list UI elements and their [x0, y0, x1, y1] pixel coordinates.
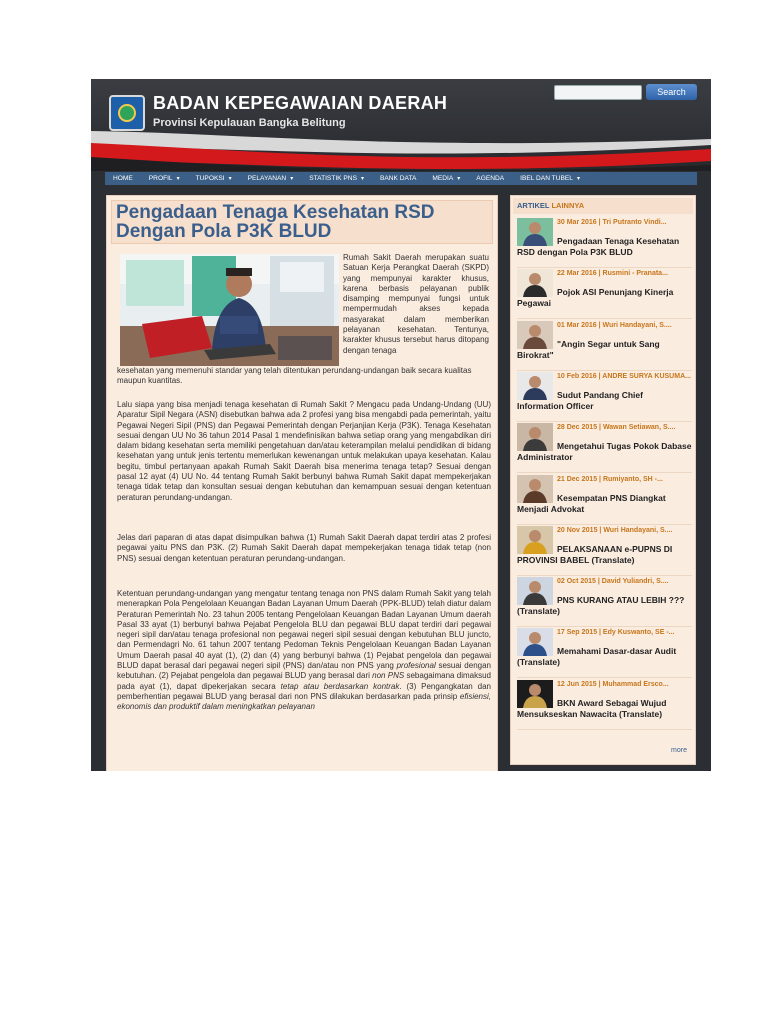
site-title[interactable]: BADAN KEPEGAWAIAN DAERAH: [153, 93, 448, 113]
article-date-author: 30 Mar 2016 | Tri Putranto Vindi...: [557, 219, 667, 226]
nav-item-profil[interactable]: [141, 175, 188, 182]
article-title-link[interactable]: PELAKSANAAN e-PUPNS DI PROVINSI BABEL (Translate): [517, 543, 673, 565]
article-title-link[interactable]: Sudut Pandang Chief Information Officer: [517, 389, 643, 411]
nav-item-statistik-pns[interactable]: [301, 175, 372, 182]
p4-italic-3: tetap atau berdasarkan kontrak: [280, 681, 400, 691]
nav-item-tupoksi[interactable]: [188, 175, 240, 182]
nav-item-label: PROFIL: [148, 175, 173, 182]
sidebar-article-item[interactable]: [517, 680, 692, 730]
sidebar-heading: [513, 198, 693, 214]
article-title-link[interactable]: PNS KURANG ATAU LEBIH ??? (Translate): [517, 595, 685, 617]
p4-italic-4: efisiensi, ekonomis dan produktif dalam meningkatkan pelayanan: [117, 691, 491, 712]
p4-italic-1: profesional: [396, 661, 436, 671]
p4-text-b: sesuai dengan kebutuhan. (2) Pejabat pengelola dan pegawai BLUD yang berasal dari: [117, 661, 491, 681]
p4-italic-2: non PNS: [372, 671, 405, 681]
article-date-author: 02 Oct 2015 | David Yuliandri, S....: [557, 578, 669, 586]
sidebar-article-item[interactable]: [517, 423, 692, 473]
dropdown-caret-icon: ▾: [228, 176, 232, 182]
article-title[interactable]: Pengadaan Tenaga Kesehatan RSD Dengan Pola P3K BLUD: [116, 202, 435, 242]
article-title-link[interactable]: Mengetahui Tugas Pokok Dabase Administrator: [517, 441, 692, 463]
sidebar-article-item[interactable]: [517, 218, 692, 268]
nav-item-label: HOME: [113, 175, 133, 182]
search-button[interactable]: Search: [646, 84, 697, 100]
nav-item-label: MEDIA: [432, 175, 454, 182]
article-date-author: 17 Sep 2015 | Edy Kuswanto, SE -...: [557, 629, 675, 637]
article-paragraph-2: Lalu siapa yang bisa menjadi tenaga kesehatan di Rumah Sakit ? Mengacu pada Undang-Undang (UU) Aparatur Sipil Negara (ASN) disebutkan bahwa ada 2 profesi yang bisa mengabdi pada pemerintah, yaitu Pegawai Negeri Sipil (PNS) dan Pegawai Pemerintah dengan Perjanjian Kerja (P3K). Tenaga Kesehatan sesuai dengan UU No 36 tahun 2014 Pasal 1 mendefinisikan bahwa setiap orang yang mengabdikan diri dalam bidang kesehatan serta memiliki pengetahuan dan/atau keterampilan melalui pendidikan di bidang kesehatan yang untuk jenis tertentu memerlukan kewenangan untuk melakukan upaya kesehatan. Kalau begitu, timbul pertanyaan apakah Rumah Sakit Daerah bisa menerima tenaga tetap? Sesuai dengan pasal 12 ayat (4) UU No. 44 tentang Rumah Sakit berbunyi bahwa Rumah Sakit dapat mempekerjakan tenaga tidak tetap dan konsultan sesuai dengan kebutuhan dan kemampuan sesuai dengan ketentuan peraturan perundang-undangan.: [117, 400, 491, 502]
nav-item-label: PELAYANAN: [247, 175, 287, 182]
nav-item-home[interactable]: [105, 175, 141, 182]
article-title-link[interactable]: Memahami Dasar-dasar Audit (Translate): [517, 646, 677, 668]
article-photo: [120, 254, 339, 366]
article-date-author: 22 Mar 2016 | Rusmini - Pranata...: [557, 270, 668, 278]
article-title-link[interactable]: Kesempatan PNS Diangkat Menjadi Advokat: [517, 492, 666, 514]
article-title-link[interactable]: "Angin Segar untuk Sang Birokrat": [517, 338, 660, 360]
article-date-author: 01 Mar 2016 | Wuri Handayani, S....: [557, 321, 672, 329]
article-title-link[interactable]: BKN Award Sebagai Wujud Mensukseskan Nawacita (Translate): [517, 697, 667, 719]
article-panel: [106, 195, 498, 771]
browser-page-frame: [91, 79, 711, 771]
article-date-author: 10 Feb 2016 | ANDRE SURYA KUSUMA...: [557, 372, 691, 380]
article-paragraph-3: Jelas dari paparan di atas dapat disimpulkan bahwa (1) Rumah Sakit Daerah dapat terdiri atas 2 profesi pegawai yaitu PNS dan P3K. (2) Rumah Sakit Daerah dapat mempekerjakan tenaga tidak tetap (non PNS) sesuai dengan ketentuan peraturan perundang-undangan.: [117, 533, 491, 563]
dropdown-caret-icon: ▾: [176, 176, 180, 182]
nav-item-label: IBEL DAN TUBEL: [520, 175, 573, 182]
search-input[interactable]: [554, 85, 642, 100]
sidebar-heading-b: LAINNYA: [551, 201, 585, 210]
sidebar-article-item[interactable]: [517, 577, 692, 627]
emblem-icon: [118, 104, 136, 122]
article-title-link[interactable]: Pengadaan Tenaga Kesehatan RSD dengan Pola P3K BLUD: [517, 236, 680, 257]
header-swoosh-decoration: [91, 127, 711, 171]
sidebar-article-item[interactable]: [517, 321, 692, 371]
nav-item-ibel-dan-tubel[interactable]: [512, 175, 588, 182]
dropdown-caret-icon: ▾: [576, 176, 580, 182]
sidebar-article-item[interactable]: [517, 475, 692, 525]
article-date-author: 12 Jun 2015 | Muhammad Ersco...: [557, 680, 669, 688]
article-date-author: 28 Dec 2015 | Wawan Setiawan, S....: [557, 424, 676, 432]
article-intro-beside-photo: Rumah Sakit Daerah merupakan suatu Satuan Kerja Perangkat Daerah (SKPD) yang mempunyai karakter khusus, karena berbasis pelayanan publik disamping mempunyai fungsi untuk mempermudah akses kepada masyarakat dalam memberikan pelayanan kesehatan. Tentunya, karakter khusus tersebut harus ditopang dengan tenaga: [343, 253, 489, 355]
sidebar-article-item[interactable]: [517, 372, 692, 422]
nav-item-label: AGENDA: [476, 175, 505, 182]
nav-item-label: TUPOKSI: [195, 175, 225, 182]
nav-item-label: STATISTIK PNS: [309, 175, 357, 182]
nav-item-agenda[interactable]: [468, 175, 512, 182]
article-paragraph-4: [117, 589, 491, 713]
article-title-link[interactable]: Pojok ASI Penunjang Kinerja Pegawai: [517, 287, 674, 309]
sidebar-other-articles: [510, 195, 696, 765]
main-navigation: [105, 172, 632, 185]
sidebar-more-link[interactable]: more: [671, 747, 687, 754]
dropdown-caret-icon: ▾: [290, 176, 294, 182]
p4-text-a: Ketentuan perundang-undangan yang mengatur tentang tenaga non PNS dalam Rumah Sakit yang telah menerapkan Pola Pengelolaan Keuangan Badan Layanan Umum Daerah (PPK-BLUD) telah diatur dalam Peraturan Pemerintah No. 23 tahun 2005 tentang Pengelolaan Keuangan Badan Layanan Umum daerah Pasal 33 ayat (1) berbunyi bahwa Pejabat Pengelola BLU dan pegawai BLU dapat terdiri dari pegawai negeri sipil dan/atau tenaga profesional non pegawai negeri sipil sesuai dengan kebutuhan BLU juncto, dan Permendagri No. 61 tahun 2007 tentang Pedoman Teknis Pengelolaan Keuangan Badan Layanan Umum Daerah pasal 40 ayat (1), (2) dan (4) yang berbunyi bahwa (1) Pejabat pengelola dan pegawai BLUD dapat berasal dari pegawai negeri sipil (PNS) dan/atau non PNS yang: [117, 589, 492, 671]
article-date-author: 20 Nov 2015 | Wuri Handayani, S....: [557, 526, 673, 534]
article-title-box: [111, 200, 493, 244]
nav-item-bank-data[interactable]: [372, 175, 424, 182]
sidebar-article-item[interactable]: [517, 269, 692, 319]
nav-item-pelayanan[interactable]: [240, 175, 302, 182]
dropdown-caret-icon: ▾: [360, 176, 364, 182]
nav-item-label: BANK DATA: [379, 175, 417, 182]
site-header: [91, 79, 711, 171]
sidebar-heading-a: ARTIKEL: [517, 201, 550, 210]
article-date-author: 21 Dec 2015 | Rumiyanto, SH -...: [557, 475, 663, 483]
p4-text-d: . (3) Pengangkatan dan pemberhentian pegawai BLUD yang berasal dari non PNS dilakukan berdasarkan pada prinsip: [117, 681, 491, 701]
dropdown-caret-icon: ▾: [457, 176, 461, 182]
nav-item-media[interactable]: [424, 175, 468, 182]
sidebar-article-item[interactable]: [517, 526, 692, 576]
site-subtitle: Provinsi Kepulauan Bangka Belitung: [153, 117, 346, 129]
bkd-logo[interactable]: [109, 95, 145, 131]
nav-bar-filler: [632, 172, 697, 185]
sidebar-article-item[interactable]: [517, 628, 692, 678]
article-intro-continued: kesehatan yang memenuhi standar yang telah ditentukan perundang-undangan baik secara kualitas maupun kuantitas.: [117, 366, 472, 386]
p4-text-c: sebagaimana dimaksud pada ayat (1), dapat dipekerjakan secara: [117, 671, 491, 691]
